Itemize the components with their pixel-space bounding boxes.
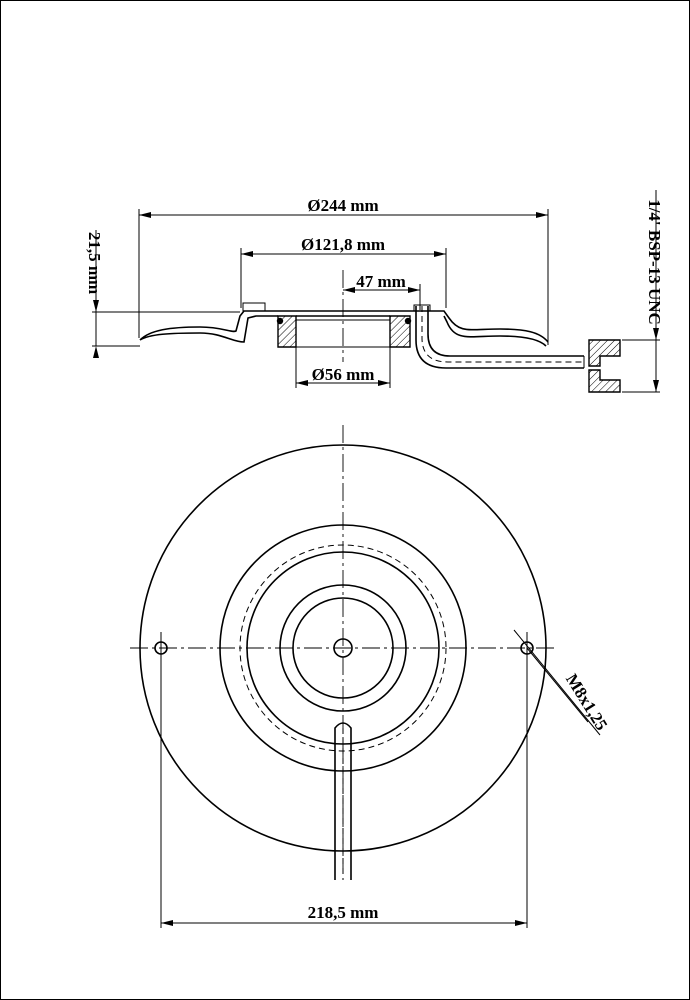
dim-pipe-diameter xyxy=(241,235,446,308)
pipe-outer xyxy=(416,306,584,368)
dim-bore xyxy=(296,347,390,388)
dim-thread-label: 1/4' BSP-13 UNC xyxy=(645,199,664,325)
o-ring-left xyxy=(277,318,283,324)
dim-offset-label: 47 mm xyxy=(356,272,406,291)
dim-outer-diameter xyxy=(139,196,548,345)
plan-view xyxy=(130,425,611,928)
dim-height xyxy=(85,230,240,358)
dim-hole-thread-label: M8x1,25 xyxy=(561,670,612,734)
dim-hole-spacing-label: 218,5 mm xyxy=(307,903,379,922)
pipe-fitting xyxy=(584,340,620,392)
dim-hole-thread xyxy=(514,630,611,735)
dim-bore-label: Ø56 mm xyxy=(311,365,375,384)
dim-hole-spacing xyxy=(161,903,527,926)
drawing-frame xyxy=(1,1,690,1000)
plate-left-profile xyxy=(140,311,278,342)
dim-pipe-diameter-label: Ø121,8 mm xyxy=(300,235,386,254)
dim-outer-diameter-label: Ø244 mm xyxy=(307,196,379,215)
o-ring-right xyxy=(405,318,411,324)
plate-left-lip xyxy=(243,303,265,311)
dim-height-label: 21,5 mm xyxy=(85,231,104,295)
section-view xyxy=(85,190,664,392)
dim-thread xyxy=(622,190,664,392)
dim-offset xyxy=(343,272,420,310)
plate-right-profile xyxy=(410,311,548,346)
